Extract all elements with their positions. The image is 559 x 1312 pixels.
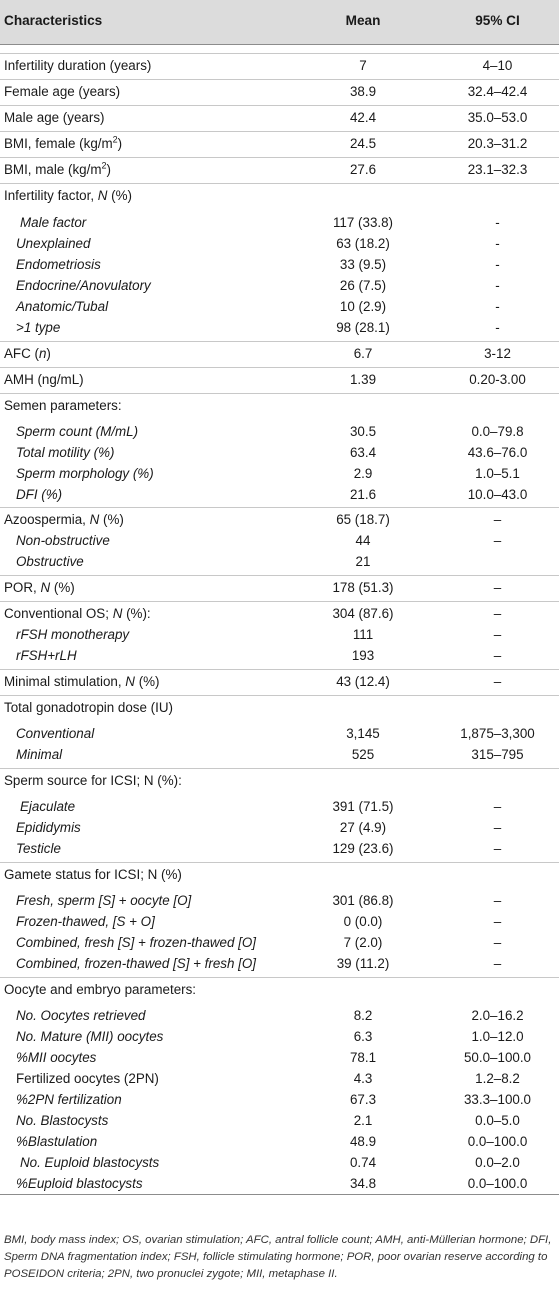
- row-ci: –: [493, 627, 502, 642]
- row-ci: 32.4–42.4: [467, 84, 528, 99]
- row-label: Conventional: [16, 726, 95, 741]
- row-mean: 67.3: [349, 1092, 377, 1107]
- row-mean: 10 (2.9): [339, 299, 387, 314]
- row-label: Frozen-thawed, [S + O]: [16, 914, 155, 929]
- row-separator: [0, 507, 559, 508]
- row-label: Obstructive: [16, 554, 84, 569]
- row-label: Gamete status for ICSI; N (%): [4, 867, 182, 882]
- table-row: [0, 296, 559, 317]
- row-mean: 2.9: [353, 466, 373, 481]
- row-ci: 20.3–31.2: [467, 136, 528, 151]
- row-separator: [0, 79, 559, 80]
- row-label: Non-obstructive: [16, 533, 110, 548]
- row-ci: 0.0–5.0: [475, 1113, 520, 1128]
- row-ci: 1.0–12.0: [471, 1029, 524, 1044]
- row-mean: 3,145: [346, 726, 380, 741]
- row-label: POR, N (%): [4, 580, 75, 595]
- row-label: Minimal: [16, 747, 63, 762]
- table-row: [0, 577, 559, 598]
- row-ci: –: [493, 606, 502, 621]
- row-mean: 48.9: [349, 1134, 377, 1149]
- row-ci: –: [493, 674, 502, 689]
- row-mean: 391 (71.5): [332, 799, 394, 814]
- row-mean: 98 (28.1): [336, 320, 390, 335]
- row-mean: 42.4: [349, 110, 377, 125]
- table-row: [0, 107, 559, 128]
- row-ci: –: [493, 935, 502, 950]
- table-row: [0, 212, 559, 233]
- table-row: [0, 1026, 559, 1047]
- row-label-superscript: 2: [112, 134, 118, 145]
- row-label: AFC (n): [4, 346, 51, 361]
- row-label: Combined, frozen-thawed [S] + fresh [O]: [16, 956, 257, 971]
- table-row: [0, 890, 559, 911]
- row-label-superscript: 2: [101, 160, 107, 171]
- table-row: [0, 1152, 559, 1173]
- row-mean: 178 (51.3): [332, 580, 394, 595]
- row-label: Combined, fresh [S] + frozen-thawed [O]: [16, 935, 257, 950]
- row-ci: 33.3–100.0: [463, 1092, 532, 1107]
- row-ci: -: [495, 299, 500, 314]
- row-label: No. Oocytes retrieved: [16, 1008, 146, 1023]
- row-ci: 0.0–79.8: [471, 424, 524, 439]
- row-ci: 1.0–5.1: [475, 466, 520, 481]
- row-label: DFI (%): [16, 487, 63, 502]
- table-row: [0, 603, 559, 624]
- row-ci: 0.0–100.0: [467, 1176, 528, 1191]
- row-label: Anatomic/Tubal: [16, 299, 109, 314]
- row-label: Unexplained: [16, 236, 91, 251]
- row-mean: 0.74: [349, 1155, 377, 1170]
- row-label: BMI, female $(kg/m^2)$: [4, 134, 123, 151]
- table-row: [0, 530, 559, 551]
- row-label: rFSH+rLH: [16, 648, 77, 663]
- table-row: [0, 369, 559, 390]
- row-ci: –: [493, 820, 502, 835]
- row-label: %MII oocytes: [16, 1050, 97, 1065]
- row-label: Endometriosis: [16, 257, 101, 272]
- row-separator: [0, 367, 559, 368]
- row-label: Testicle: [16, 841, 61, 856]
- row-separator: [0, 862, 559, 863]
- row-separator: [0, 768, 559, 769]
- table-row: [0, 744, 559, 765]
- row-label: Minimal stimulation, N (%): [4, 674, 160, 689]
- row-mean: 8.2: [353, 1008, 373, 1023]
- row-label-italic: N: [125, 674, 135, 689]
- table-row: [0, 1089, 559, 1110]
- row-mean: 21: [355, 554, 371, 569]
- table-row: [0, 484, 559, 505]
- row-separator: [0, 53, 559, 54]
- row-separator: [0, 105, 559, 106]
- table-row: [0, 645, 559, 666]
- row-mean: 39 (11.2): [336, 956, 390, 971]
- row-label: BMI, male $(kg/m^2)$: [4, 160, 111, 177]
- table-row: [0, 254, 559, 275]
- row-label: rFSH monotherapy: [16, 627, 130, 642]
- table-row: [0, 133, 559, 154]
- row-mean: 78.1: [349, 1050, 377, 1065]
- row-mean: 44: [355, 533, 371, 548]
- header-rule: [0, 44, 559, 45]
- row-ci: 0.0–2.0: [475, 1155, 520, 1170]
- row-mean: 6.7: [353, 346, 373, 361]
- table-row: [0, 796, 559, 817]
- row-ci: -: [495, 236, 500, 251]
- row-label: Total motility (%): [16, 445, 115, 460]
- row-mean: 129 (23.6): [332, 841, 394, 856]
- row-mean: 21.6: [349, 487, 377, 502]
- row-mean: 43 (12.4): [336, 674, 390, 689]
- row-mean: 525: [351, 747, 375, 762]
- row-label-italic: N: [112, 606, 123, 621]
- table-row: [0, 697, 559, 718]
- table-row: [0, 442, 559, 463]
- table-row: [0, 817, 559, 838]
- row-ci: -: [495, 320, 500, 335]
- row-mean: 38.9: [349, 84, 377, 99]
- row-ci: 4–10: [482, 58, 513, 73]
- table-row: [0, 1005, 559, 1026]
- table-bottom-rule: [0, 1194, 559, 1195]
- table-row: [0, 1131, 559, 1152]
- row-mean: 7: [359, 58, 367, 73]
- row-label: No. Mature (MII) oocytes: [16, 1029, 164, 1044]
- table-row: [0, 159, 559, 180]
- row-ci: -: [495, 215, 500, 230]
- row-label: Semen parameters:: [4, 398, 122, 413]
- table-row: [0, 911, 559, 932]
- row-mean: 63 (18.2): [336, 236, 390, 251]
- header-mean: Mean: [345, 13, 381, 28]
- row-label: Infertility duration (years): [4, 58, 152, 73]
- row-ci: 43.6–76.0: [467, 445, 528, 460]
- table-row: [0, 624, 559, 645]
- table-row: [0, 1110, 559, 1131]
- table-row: [0, 275, 559, 296]
- row-label: Infertility factor, N (%): [4, 188, 132, 203]
- row-mean: 301 (86.8): [332, 893, 394, 908]
- row-ci: –: [493, 580, 502, 595]
- row-label: %Blastulation: [16, 1134, 98, 1149]
- table-row: [0, 185, 559, 206]
- row-separator: [0, 183, 559, 184]
- row-ci: 1.2–8.2: [475, 1071, 520, 1086]
- row-label-italic: N: [40, 580, 51, 595]
- row-ci: –: [493, 956, 502, 971]
- table-row: [0, 317, 559, 338]
- row-ci: 10.0–43.0: [467, 487, 528, 502]
- row-ci: -: [495, 278, 500, 293]
- row-ci: 2.0–16.2: [471, 1008, 524, 1023]
- table-row: [0, 723, 559, 744]
- row-mean: 4.3: [353, 1071, 373, 1086]
- row-label: %Euploid blastocysts: [16, 1176, 143, 1191]
- row-mean: 304 (87.6): [332, 606, 394, 621]
- table-row: [0, 1047, 559, 1068]
- row-ci: –: [493, 512, 502, 527]
- row-ci: 1,875–3,300: [460, 726, 535, 741]
- row-label: Female age (years): [4, 84, 121, 99]
- row-ci: 0.0–100.0: [467, 1134, 528, 1149]
- row-label: Sperm count (M/mL): [16, 424, 139, 439]
- row-ci: 0.20-3.00: [469, 372, 526, 387]
- row-label: Fertilized oocytes (2PN): [16, 1071, 159, 1086]
- table-row: [0, 770, 559, 791]
- row-label: Sperm source for ICSI; N (%):: [4, 773, 182, 788]
- row-ci: 50.0–100.0: [463, 1050, 532, 1065]
- row-ci: 23.1–32.3: [467, 162, 528, 177]
- table-row: [0, 509, 559, 530]
- row-label: Conventional OS; N (%):: [4, 606, 151, 621]
- row-label: Fresh, sperm [S] + oocyte [O]: [16, 893, 192, 908]
- row-separator: [0, 977, 559, 978]
- table-row: [0, 953, 559, 974]
- row-ci: -: [495, 257, 500, 272]
- row-label: %2PN fertilization: [16, 1092, 122, 1107]
- row-separator: [0, 601, 559, 602]
- table-row: [0, 1173, 559, 1194]
- row-label: AMH (ng/mL): [4, 372, 84, 387]
- row-mean: 33 (9.5): [339, 257, 387, 272]
- row-mean: 26 (7.5): [339, 278, 387, 293]
- row-mean: 0 (0.0): [343, 914, 383, 929]
- row-label: Epididymis: [16, 820, 81, 835]
- table-row: [0, 838, 559, 859]
- row-separator: [0, 669, 559, 670]
- row-mean: 111: [352, 627, 374, 642]
- row-label: Ejaculate: [20, 799, 76, 814]
- table-row: [0, 463, 559, 484]
- header-ci: 95% CI: [475, 13, 520, 28]
- table-row: [0, 343, 559, 364]
- table-row: [0, 55, 559, 76]
- row-ci: –: [493, 893, 502, 908]
- row-mean: 1.39: [349, 372, 377, 387]
- row-mean: 117 (33.8): [332, 215, 394, 230]
- row-mean: 63.4: [349, 445, 377, 460]
- row-label: No. Euploid blastocysts: [20, 1155, 160, 1170]
- row-ci: 35.0–53.0: [467, 110, 528, 125]
- row-ci: 315–795: [471, 747, 524, 762]
- row-label: Oocyte and embryo parameters:: [4, 982, 197, 997]
- table-row: [0, 551, 559, 572]
- row-mean: 34.8: [349, 1176, 377, 1191]
- row-separator: [0, 157, 559, 158]
- row-separator: [0, 695, 559, 696]
- row-mean: 24.5: [349, 136, 377, 151]
- row-label: Total gonadotropin dose (IU): [4, 700, 173, 715]
- table-row: [0, 671, 559, 692]
- row-label-italic: N: [97, 188, 108, 203]
- row-separator: [0, 131, 559, 132]
- table-row: [0, 1068, 559, 1089]
- table-row: [0, 81, 559, 102]
- row-separator: [0, 341, 559, 342]
- row-ci: 3-12: [484, 346, 511, 361]
- row-label: Male factor: [20, 215, 87, 230]
- table-row: [0, 864, 559, 885]
- row-ci: –: [493, 533, 502, 548]
- row-mean: 27.6: [349, 162, 377, 177]
- table-row: [0, 395, 559, 416]
- table-row: [0, 233, 559, 254]
- row-mean: 2.1: [353, 1113, 373, 1128]
- row-ci: –: [493, 841, 502, 856]
- row-label: Male age (years): [4, 110, 105, 125]
- table-row: [0, 979, 559, 1000]
- table-row: [0, 421, 559, 442]
- row-mean: 193: [351, 648, 375, 663]
- row-mean: 30.5: [349, 424, 377, 439]
- row-mean: 65 (18.7): [336, 512, 390, 527]
- row-ci: –: [493, 799, 502, 814]
- row-mean: 6.3: [353, 1029, 373, 1044]
- row-label-italic: n: [38, 346, 47, 361]
- row-separator: [0, 393, 559, 394]
- row-label: No. Blastocysts: [16, 1113, 109, 1128]
- row-label: Endocrine/Anovulatory: [16, 278, 151, 293]
- row-label: >1 type: [16, 320, 61, 335]
- row-label-italic: N: [89, 512, 100, 527]
- row-label: Sperm morphology (%): [16, 466, 154, 481]
- row-mean: 27 (4.9): [339, 820, 387, 835]
- table-footnote: BMI, body mass index; OS, ovarian stimulation; AFC, antral follicle count; AMH, anti-Müllerian hormone; DFI, Sperm DNA fragmentation index; FSH, follicle stimulating hormone; POR, poor ovarian reserve according to POSEIDON criteria; 2PN, two pronuclei zygote; MII, metaphase II.: [4, 1234, 552, 1280]
- row-mean: 7 (2.0): [343, 935, 383, 950]
- header-characteristics: Characteristics: [4, 13, 103, 28]
- row-ci: –: [493, 648, 502, 663]
- table-row: [0, 932, 559, 953]
- row-separator: [0, 575, 559, 576]
- row-ci: –: [493, 914, 502, 929]
- row-label: Azoospermia, N (%): [4, 512, 124, 527]
